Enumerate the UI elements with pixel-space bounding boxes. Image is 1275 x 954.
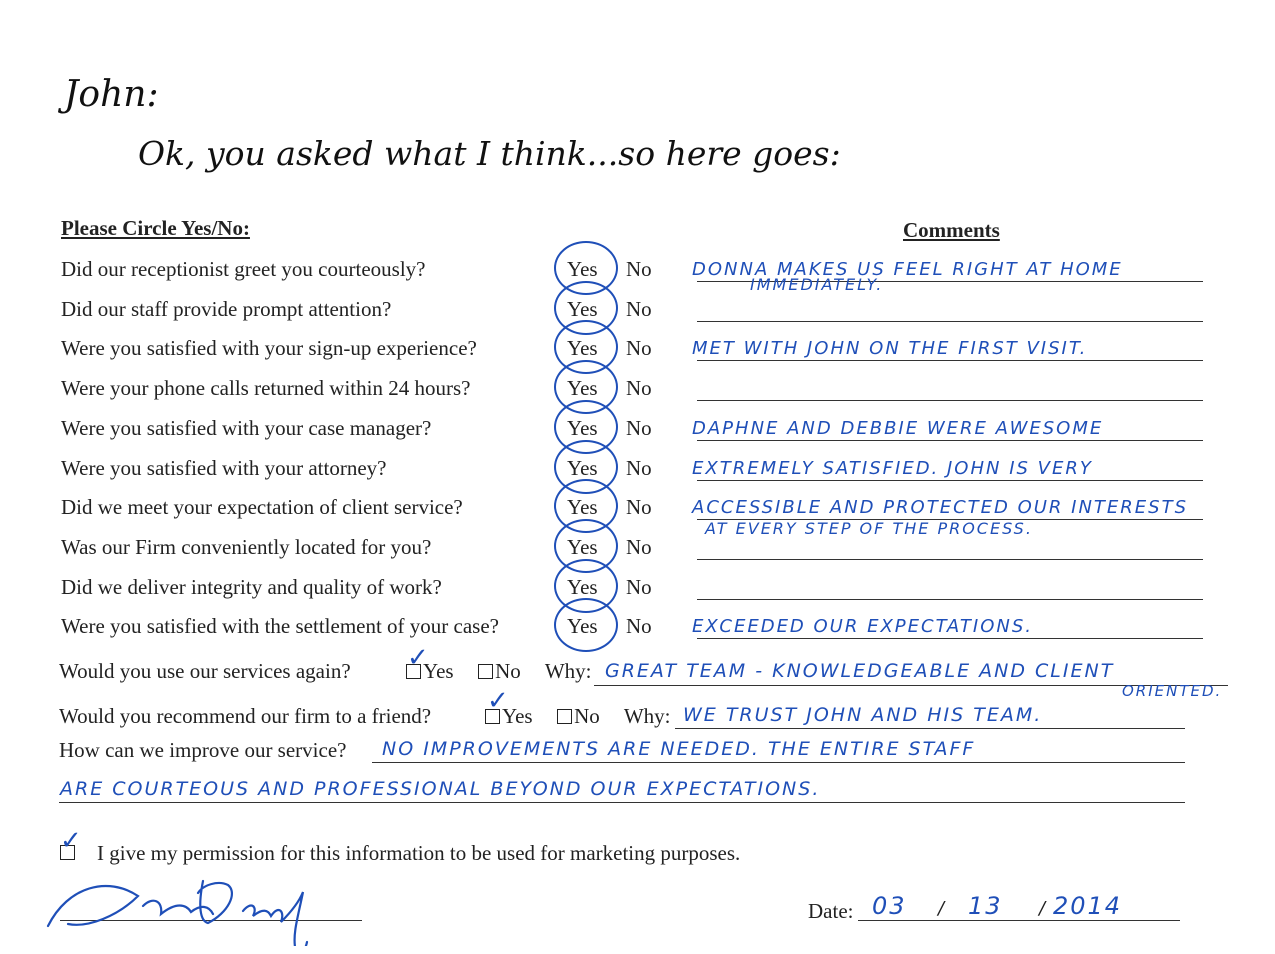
question-text: Was our Firm conveniently located for you? [61, 535, 432, 559]
use-again-why-text-2: ORIENTED. [1122, 682, 1223, 700]
comment-line [697, 321, 1203, 322]
no-option[interactable]: No [626, 614, 652, 638]
use-again-no-checkbox[interactable] [478, 664, 493, 679]
yes-option[interactable]: Yes [567, 297, 598, 321]
comment-text: EXTREMELY SATISFIED. JOHN IS VERY [692, 458, 1093, 479]
comment-line [697, 360, 1203, 361]
yes-option[interactable]: Yes [567, 257, 598, 281]
comment-text: MET WITH JOHN ON THE FIRST VISIT. [692, 338, 1088, 359]
recommend-question: Would you recommend our firm to a friend? [59, 704, 432, 728]
no-option[interactable]: No [626, 456, 652, 480]
question-text: Did our staff provide prompt attention? [61, 297, 392, 321]
question-text: Were you satisfied with your sign-up experience? [61, 336, 477, 360]
yes-option[interactable]: Yes [567, 614, 598, 638]
comment-text: DAPHNE AND DEBBIE WERE AWESOME [692, 418, 1104, 439]
comment-text: EXCEEDED OUR EXPECTATIONS. [692, 616, 1034, 637]
permission-check-mark-icon: ✓ [60, 826, 82, 856]
question-text: Did we meet your expectation of client service? [61, 495, 463, 519]
recommend-options [485, 704, 671, 729]
comment-line [697, 400, 1203, 401]
signature-mark [28, 866, 358, 946]
use-again-why-text: GREAT TEAM - KNOWLEDGEABLE AND CLIENT [605, 660, 1115, 682]
improve-line-2 [59, 802, 1185, 803]
comment-text-continued: AT EVERY STEP OF THE PROCESS. [705, 519, 1033, 538]
date-sep-1: / [938, 898, 947, 919]
no-option[interactable]: No [626, 336, 652, 360]
comment-text: DONNA MAKES US FEEL RIGHT AT HOME [692, 259, 1123, 280]
comment-line [697, 480, 1203, 481]
question-text: Were you satisfied with your attorney? [61, 456, 387, 480]
yes-option[interactable]: Yes [567, 376, 598, 400]
date-line [858, 920, 1180, 921]
no-option[interactable]: No [626, 416, 652, 440]
yes-option[interactable]: Yes [567, 336, 598, 360]
comment-line [697, 638, 1203, 639]
comments-heading: Comments [903, 218, 1000, 242]
yes-option[interactable]: Yes [567, 416, 598, 440]
recommend-check-mark-icon: ✓ [487, 686, 509, 716]
date-day: 13 [968, 892, 1003, 920]
recommend-why-label: Why: [623, 704, 671, 728]
date-label: Date: [808, 899, 854, 923]
questions-heading: Please Circle Yes/No: [61, 216, 250, 240]
recommend-why-line [675, 728, 1185, 729]
no-option[interactable]: No [626, 535, 652, 559]
use-again-no-label: No [495, 659, 521, 683]
no-option[interactable]: No [626, 495, 652, 519]
question-text: Did we deliver integrity and quality of work? [61, 575, 442, 599]
yes-option[interactable]: Yes [567, 495, 598, 519]
date-month: 03 [872, 892, 907, 920]
permission-text: I give my permission for this information to be used for marketing purposes. [97, 841, 741, 865]
comment-line [697, 559, 1203, 560]
yes-option[interactable]: Yes [567, 535, 598, 559]
use-again-question: Would you use our services again? [59, 659, 351, 683]
recommend-no-label: No [574, 704, 600, 728]
question-text: Were you satisfied with your case manager? [61, 416, 432, 440]
intro-line: Ok, you asked what I think...so here goes: [138, 134, 841, 173]
use-again-why-label: Why: [544, 659, 592, 683]
improve-answer-1: NO IMPROVEMENTS ARE NEEDED. THE ENTIRE STAFF [382, 738, 976, 760]
comment-line [697, 440, 1203, 441]
signature-text [150, 922, 155, 923]
recommend-why-text: WE TRUST JOHN AND HIS TEAM. [683, 704, 1043, 726]
yes-option[interactable]: Yes [567, 456, 598, 480]
improve-line-1 [372, 762, 1185, 763]
use-again-options [406, 659, 592, 684]
use-again-check-mark-icon: ✓ [407, 643, 429, 673]
yes-option[interactable]: Yes [567, 575, 598, 599]
no-option[interactable]: No [626, 297, 652, 321]
no-option[interactable]: No [626, 575, 652, 599]
recommend-yes-label: Yes [502, 704, 533, 728]
greeting: John: [64, 74, 159, 115]
comment-text: ACCESSIBLE AND PROTECTED OUR INTERESTS [692, 497, 1189, 518]
recommend-no-checkbox[interactable] [557, 709, 572, 724]
comment-line [697, 599, 1203, 600]
date-year: 2014 [1053, 892, 1123, 920]
no-option[interactable]: No [626, 376, 652, 400]
no-option[interactable]: No [626, 257, 652, 281]
improve-answer-2: ARE COURTEOUS AND PROFESSIONAL BEYOND OUR EXPECTATIONS. [60, 778, 821, 800]
question-text: Were your phone calls returned within 24 hours? [61, 376, 471, 400]
improve-question: How can we improve our service? [59, 738, 347, 762]
question-text: Were you satisfied with the settlement of your case? [61, 614, 499, 638]
comment-text-continued: IMMEDIATELY. [750, 275, 884, 294]
use-again-yes-label: Yes [423, 659, 454, 683]
question-text: Did our receptionist greet you courteously? [61, 257, 426, 281]
date-sep-2: / [1039, 898, 1048, 919]
